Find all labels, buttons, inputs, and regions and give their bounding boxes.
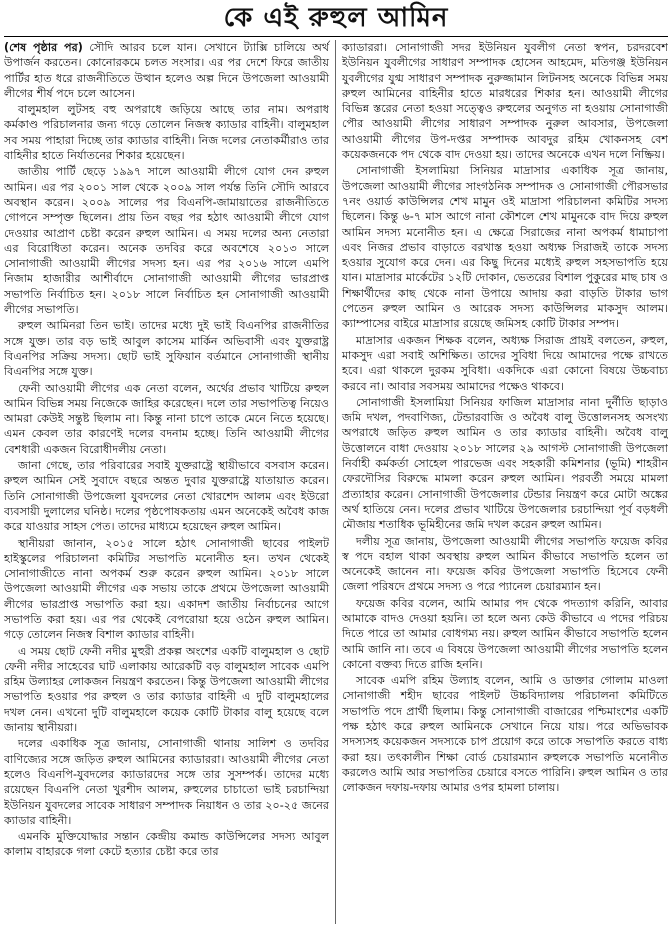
paragraph: জানা গেছে, তার পরিবারের সবাই যুক্তরাষ্ট্রে স্থায়ীভাবে বসবাস করেন। রুহুল আমিন সেই সুবাদে বছরে অন্তত দুবার যুক্তরাষ্ট্রে যাতায়াত করেন। তিনি সোনাগাজী উপজেলা যুবদলের নেতা খোরশেদ আলম এবং ইউরো ব্যবসায়ী দুলালের ঘনিষ্ঠ। দলের পৃষ্ঠপোষকতায় এমন অনেকেই অবৈধ কাজ করে যাওয়ার সাহস পেত। তাদের মাধ্যমে হয়েছেন রুহুল আমিন। — [4, 459, 329, 534]
paragraph: বালুমহাল লুটসহ বহু অপরাধে জড়িয়ে আছে তার নাম। অপরাধ কর্মকাণ্ড পরিচালনার জন্য গড়ে তোলেন নিজস্ব ক্যাডার বাহিনী। বালুমহাল সব সময় পাহারা দিচ্ছে তার ক্যাডার বাহিনী। নিজ দলের নেতাকর্মীরাও তার বাহিনীর হাতে নির্যাতনের শিকার হয়েছেন। — [4, 103, 329, 163]
paragraph: স্থানীয়রা জানান, ২০১৫ সালে হঠাৎ সোনাগাজী ছাবের পাইলট হাইস্কুলের পরিচালনা কমিটির সভাপতি মনোনীত হন। তখন থেকেই সোনাগাজীতে নানা অপকর্ম শুরু করেন রুহুল আমিন। ২০১৮ সালে উপজেলা আওয়ামী লীগের এক সভায় তাকে প্রথমে উপজেলা আওয়ামী লীগের ভারপ্রাপ্ত সভাপতি করা হয়। একাদশ জাতীয় নির্বাচনের আগে সভাপতি করা হয়। এর পর থেকেই বেপরোয়া হয়ে ওঠেন রুহুল আমিন। গড়ে তোলেন নিজস্ব বিশাল ক্যাডার বাহিনী। — [4, 536, 329, 642]
headline-rule — [4, 36, 668, 37]
paragraph: দলীয় সূত্র জানায়, উপজেলা আওয়ামী লীগের সভাপতি ফয়েজ কবির স্ব পদে বহাল থাকা অবস্থায় রুহুল আমিন কীভাবে সভাপতি হলেন তা অনেকেই জানেন না। ফয়েজ কবির উপজেলা সভাপতি হিসেবে ফেনী জেলা পরিষদে প্রথমে সদস্য ও পরে প্যানেল চেয়ারম্যান হন। — [342, 534, 668, 594]
paragraph — [4, 40, 329, 101]
headline: কে এই রুহুল আমিন — [223, 3, 449, 33]
paragraph: এমনকি মুক্তিযোদ্ধার সন্তান কেন্দ্রীয় কমান্ড কাউন্সিলের সদস্য আবুল কালাম বাহারকে গলা কেটে হত্যার চেষ্টা করে তার — [4, 830, 329, 859]
paragraph: রুহুল আমিনরা তিন ভাই। তাদের মধ্যে দুই ভাই বিএনপির রাজনীতির সঙ্গে যুক্ত। তার বড় ভাই আবুল কাসেম মার্কিন অভিবাসী এবং যুক্তরাষ্ট্র বিএনপির সক্রিয় সদস্য। ছোট ভাই সুফিয়ান বর্তমানে সোনাগাজী স্থানীয় বিএনপির সঙ্গে যুক্ত। — [4, 319, 329, 379]
paragraph: মাদ্রাসার একজন শিক্ষক বলেন, অধ্যক্ষ সিরাজ প্রায়ই বলতেন, রুহুল, মাকসুদ এরা সবাই অশিক্ষিত। তাদের সুবিধা দিয়ে আমাদের পক্ষে রাখতে হবে। এরা থাকলে দুরকম সুবিধা। একদিকে এরা কোনো বিষয়ে উচ্চবাচ্য করবে না। আবার সবসময় আমাদের পক্ষেও থাকবে। — [342, 333, 668, 393]
paragraph: ক্যাডাররা। সোনাগাজী সদর ইউনিয়ন যুবলীগ নেতা স্বপন, চরদরবেশ ইউনিয়ন যুবলীগের সাধারণ সম্পাদক হোসেন আহমেদ, মতিগঞ্জ ইউনিয়ন যুবলীগের যুগ্ম সাধারণ সম্পাদক নুরুজ্জামান লিটনসহ অনেকে বিভিন্ন সময় রুহুল আমিনের বাহিনীর হাতে মারধরের শিকার হন। আওয়ামী লীগের বিভিন্ন স্তরের নেতা হওয়া সত্ত্বেও রুহুলের অনুগত না হওয়ায় সোনাগাজী পৌর আওয়ামী লীগের সাধারণ সম্পাদক নুরুল আবসার, উপজেলা আওয়ামী লীগের উপ-দপ্তর সম্পাদক আবদুর রহিম খোকনসহ বেশ কয়েকজনকে পদ থেকে বাদ দেওয়া হয়। তাদের অনেকে এখন দলে নিষ্ক্রিয়। — [342, 41, 668, 162]
right-column — [336, 40, 668, 924]
paragraph: এ সময় ছোট ফেনী নদীর মুহুরী প্রকল্প অংশের একটি বালুমহাল ও ছোট ফেনী নদীর সাহেবের ঘাট এলাকায় আরেকটি বড় বালুমহাল সাবেক এমপি রহিম উল্যাহর লোকজন নিয়ন্ত্রণ করতেন। কিন্তু উপজেলা আওয়ামী লীগের সভাপতি হওয়ার পর রুহুল ও তার ক্যাডার বাহিনী এ দুটি বালুমহালের দখল নেন। এখনো দুটি বালুমহালে কয়েক কোটি টাকার বালু হয়েছে বলে জানায় স্থানীয়রা। — [4, 644, 329, 735]
left-column — [4, 40, 336, 924]
paragraph: জাতীয় পার্টি ছেড়ে ১৯৯৭ সালে আওয়ামী লীগে যোগ দেন রুহুল আমিন। এর পর ২০০১ সাল থেকে ২০০৯ সাল পর্যন্ত তিনি সৌদি আরবে অবস্থান করেন। ২০০৯ সালের পর বিএনপি-জামায়াতের রাজনীতিতে গোপনে সম্পৃক্ত ছিলেন। প্রায় তিন বছর পর হঠাৎ আওয়ামী লীগে যোগ দেওয়ার আপ্রাণ চেষ্টা করেন রুহুল আমিন। এ সময় দলের অন্য নেতারা এর বিরোধিতা করেন। অনেক তদবির করে অবশেষে ২০১৩ সালে সোনাগাজী আওয়ামী লীগের সদস্য হন। এর পর ২০১৬ সালে এমপি নিজাম হাজারীর আশীর্বাদে সোনাগাজী আওয়ামী লীগের ভারপ্রাপ্ত সভাপতি নির্বাচিত হন। ২০১৮ সালে নির্বাচিত হন সোনাগাজী আওয়ামী লীগের সভাপতি। — [4, 165, 329, 317]
paragraph: সোনাগাজী ইসলামিয়া সিনিয়র মাদ্রাসার একাধিক সূত্র জানায়, উপজেলা আওয়ামী লীগের সাংগঠনিক সম্পাদক ও সোনাগাজী পৌরসভার ৭নং ওয়ার্ড কাউন্সিলর শেখ মামুন ওই মাদ্রাসা পরিচালনা কমিটির সদস্য ছিলেন। কিন্তু ৬-৭ মাস আগে নানা কৌশলে শেখ মামুনকে বাদ দিয়ে রুহুল আমিন সদস্য মনোনীত হন। এ ক্ষেত্রে সিরাজের নানা অপকর্ম ধামাচাপা এবং নিজর প্রভাব বাড়াতে বরখাস্ত হওয়া অধ্যক্ষ সিরাজই তাকে সদস্য হওয়ার সুযোগ করে দেন। এর কিছু দিনের মধ্যেই রুহুল সহসভাপতি হয়ে যান। মাদ্রাসার মার্কেটের ১২টি দোকান, ভেতরের বিশাল পুকুরের মাছ চাষ ও শিক্ষার্থীদের কাছ থেকে নানা উপায়ে আদায় করা বাড়তি টাকার ভাগ পেতেন রুহুল আমিন ও আরেক সদস্য কাউন্সিলর মাকসুদ আলম। ক্যাম্পাসের বাইরে মাদ্রাসার রয়েছে জমিসহ কোটি টাকার সম্পদ। — [342, 164, 668, 331]
paragraph: ফেনী আওয়ামী লীগের এক নেতা বলেন, অর্থের প্রভাব খাটিয়ে রুহুল আমিন বিভিন্ন সময় নিজেকে জাহির করেছেন। দলে তার সভাপতিত্ব নিয়েও আমরা কেউই সন্তুষ্ট ছিলাম না। কিন্তু নানা চাপে তাকে মেনে নিতে হয়েছে। এমন কেবল তার কারণেই দলের বদনাম হচ্ছে। তিনি আওয়ামী লীগের বেশধারী একজন বিরোধীদলীয় নেতা। — [4, 381, 329, 456]
paragraph-text: সৌদি আরব চলে যান। সেখানে ট্যাক্সি চালিয়ে অর্থ উপার্জন করতেন। কোনোরকমে চলত সংসার। এর পর দেশে ফিরে জাতীয় পার্টির হাত ধরে রাজনীতিতে উত্থান হলেও অল্প দিনে উপজেলা আওয়ামী লীগের শীর্ষ পদে চলে আসেন। — [4, 41, 329, 100]
paragraph: সাবেক এমপি রহিম উল্যাহ বলেন, আমি ও ডাক্তার গোলাম মাওলা সোনাগাজী শহীদ ছাবের পাইলট উচ্চবিদ্যালয় পরিচালনা কমিটিতে সভাপতি পদে প্রার্থী ছিলাম। কিন্তু সোনাগাজী বাজারের পশ্চিমাংশের একটি পক্ষ হঠাৎ করে রুহুল আমিনকে সেখানে নিয়ে যায়। পরে অভিভাবক সদস্যসহ কয়েকজন সদস্যকে চাপ প্রয়োগ করে তাকে সভাপতি করতে বাধ্য করা হয়। তৎকালীন শিক্ষা বোর্ড চেয়ারম্যান রুহুলকে সভাপতি মনোনীত করলেও আমি আর সভাপতির চেয়ারে বসতে পারিনি। রুহুল আমিন ও তার লোকজন দফায়-দফায় আমার ওপর হামলা চালায়। — [342, 674, 668, 795]
paragraph: সোনাগাজী ইসলামিয়া সিনিয়র ফাজিল মাদ্রাসার নানা দুর্নীতি ছাড়াও জমি দখল, পদবাণিজ্য, টেন্ডারবাজি ও অবৈধ বালু উত্তোলনসহ অসংখ্য অপরাধে জড়িত রুহুল আমিন ও তার ক্যাডার বাহিনী। অবৈধ বালু উত্তোলনে বাধা দেওয়ায় ২০১৮ সালের ২৯ আগস্ট সোনাগাজী উপজেলা নির্বাহী কর্মকর্তা সোহেল পারভেজ এবং সহকারী কমিশনার (ভূমি) শাহরীন ফেরদৌসির বিরুদ্ধে মামলা করেন রুহুল আমিন। পরবর্তী সময়ে মামলা প্রত্যাহার করেন। সোনাগাজী উপজেলার টেন্ডার নিয়ন্ত্রণ করে মোটা অঙ্কের অর্থ হাতিয়ে নেন। দলের প্রভাব খাটিয়ে উপজেলার চরচান্দিয়া পূর্ব বড়ধলী মৌজায় শতাধিক ভূমিহীনের জমি দখল করেন রুহুল আমিন। — [342, 395, 668, 532]
continued-kicker: (শেষ পৃষ্ঠার পর) — [4, 41, 83, 54]
paragraph: দলের একাধিক সূত্র জানায়, সোনাগাজী থানায় সালিশ ও তদবির বাণিজ্যের সঙ্গে জড়িত রুহুল আমিনের ক্যাডাররা। আওয়ামী লীগের নেতা হলেও বিএনপি-যুবদলের ক্যাডারদের সঙ্গে তার সুসম্পর্ক। তাদের মধ্যে রয়েছেন বিএনপি নেতা খুরশীদ আলম, রুহুলের চাচাতো ভাই চরচান্দিয়া ইউনিয়ন যুবদলের সাবেক সাধারণ সম্পাদক নিয়াধন ও তার ২০-২৫ জনের ক্যাডার বাহিনী। — [4, 737, 329, 827]
paragraph: ফয়েজ কবির বলেন, আমি আমার পদ থেকে পদত্যাগ করিনি, আবার আমাকে বাদও দেওয়া হয়নি। তা হলে অন্য কেউ কীভাবে এ পদের পরিচয় দিতে পারে তা আমার বোধগম্য নয়। রুহুল আমিন কীভাবে সভাপতি হলেন আমি জানি না। তবে এ বিষয়ে উপজেলা আওয়ামী লীগের সভাপতি হলেন কোনো বক্তব্য দিতে রাজি হননি। — [342, 596, 668, 671]
article-columns — [4, 40, 668, 924]
